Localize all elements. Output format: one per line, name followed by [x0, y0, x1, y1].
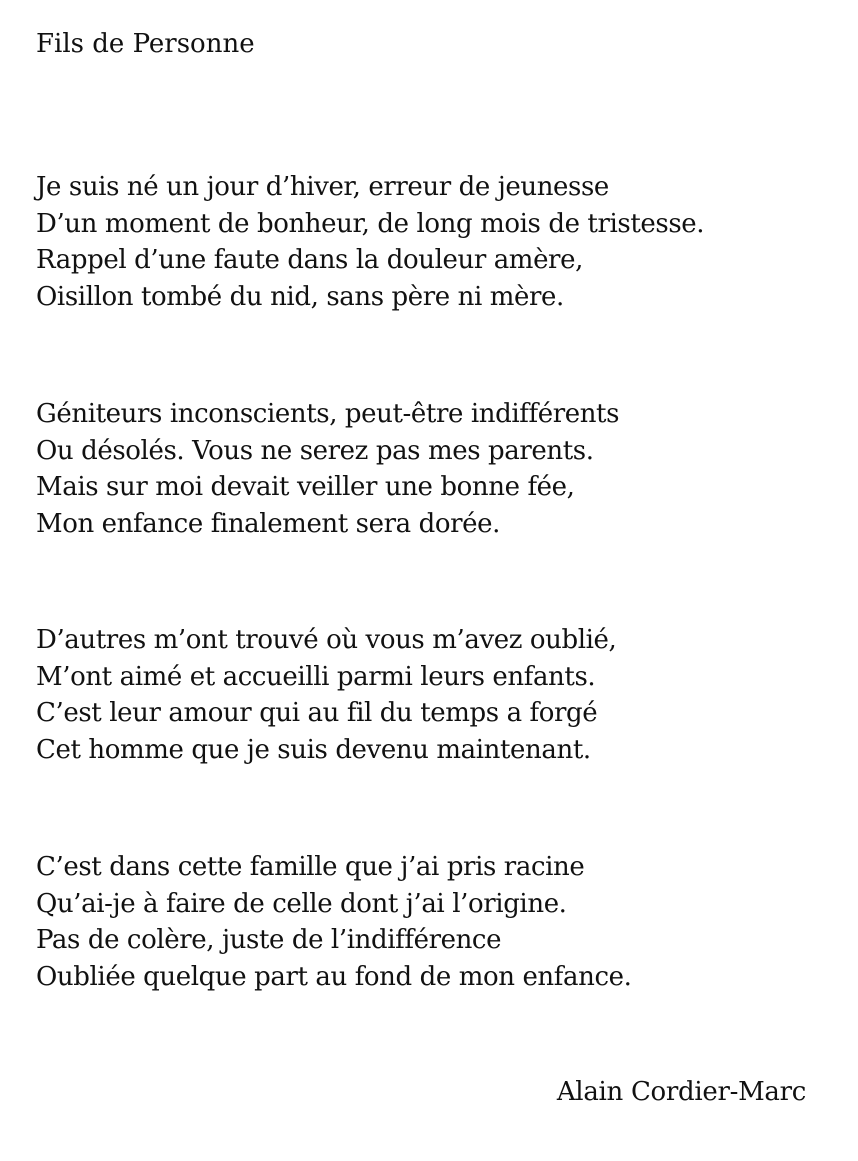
poem-line: D’un moment de bonheur, de long mois de tristesse.	[36, 208, 705, 239]
poem-line: Cet homme que je suis devenu maintenant.	[36, 734, 591, 765]
poem-line: Géniteurs inconscients, peut-être indifférents	[36, 399, 620, 429]
poem-line: Je suis né un jour d’hiver, erreur de jeunesse	[36, 172, 609, 202]
stanza	[36, 169, 704, 315]
poem-line: C’est leur amour qui au fil du temps a forgé	[36, 698, 598, 728]
poem-line: D’autres m’ont trouvé où vous m’avez oublié,	[36, 625, 617, 655]
stanza	[36, 622, 616, 768]
poem-line: Ou désolés. Vous ne serez pas mes parents.	[36, 435, 594, 466]
stanza	[36, 396, 619, 542]
poem-line: M’ont aimé et accueilli parmi leurs enfants.	[36, 661, 596, 692]
poem-line: Rappel d’une faute dans la douleur amère,	[36, 245, 583, 275]
poem-line: Pas de colère, juste de l’indifférence	[36, 925, 502, 955]
poem-author: Alain Cordier-Marc	[556, 1077, 806, 1107]
poem-line: C’est dans cette famille que j’ai pris racine	[36, 852, 585, 882]
poem-line: Qu’ai-je à faire de celle dont j’ai l’origine.	[36, 888, 567, 919]
poem-line: Mais sur moi devait veiller une bonne fée,	[36, 472, 575, 502]
stanza	[36, 849, 631, 995]
poem-line: Oisillon tombé du nid, sans père ni mère.	[36, 281, 564, 312]
poem-title: Fils de Personne	[36, 29, 255, 59]
poem-line: Mon enfance finalement sera dorée.	[36, 508, 500, 539]
poem-line: Oubliée quelque part au fond de mon enfance.	[36, 961, 632, 992]
